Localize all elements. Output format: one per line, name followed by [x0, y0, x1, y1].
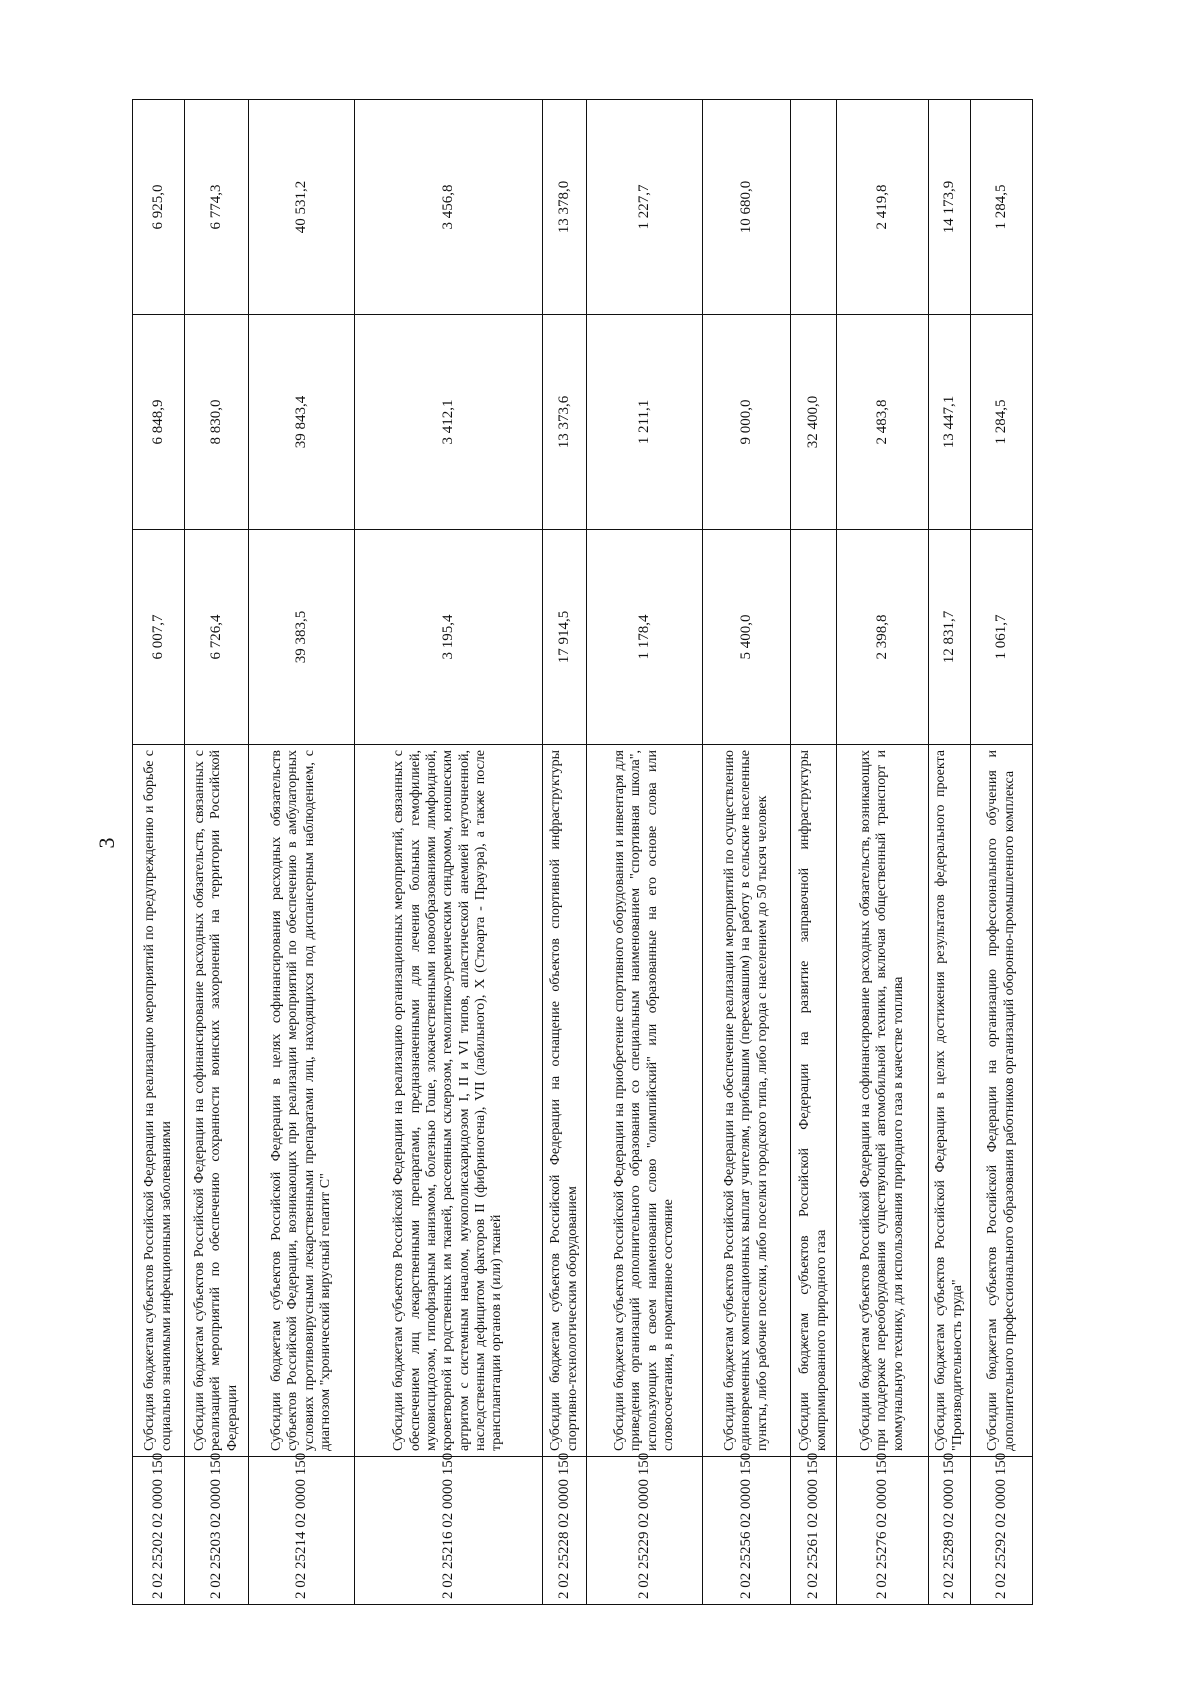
- value-cell: 8 830,0: [185, 315, 249, 530]
- description-cell: Субсидии бюджетам субъектов Российской Федерации на развитие заправочной инфраструктуры компримированного природного газа: [791, 745, 837, 1457]
- description-cell: Субсидии бюджетам субъектов Российской Федерации на приобретение спортивного оборудования и инвентаря для приведения организаций дополнительного образования со специальным наименованием "спортивная школа", использующих в своем наименовании слово "олимпийский" или образованные на его основе слова или словосочетания, в нормативное состояние: [587, 745, 703, 1457]
- budget-code-cell: 2 02 25202 02 0000 150: [133, 1457, 185, 1605]
- value-cell: 6 726,4: [185, 530, 249, 745]
- table-row: [249, 100, 355, 1605]
- description-cell: Субсидии бюджетам субъектов Российской Федерации на обеспечение реализации мероприятий по осуществлению единовременных компенсационных выплат учителям, прибывшим (переехавшим) на работу в сельские населенные пункты, либо рабочие поселки, либо поселки городского типа, либо города с населением до 50 тысяч человек: [703, 745, 791, 1457]
- value-cell: 1 227,7: [587, 100, 703, 315]
- table-row: [587, 100, 703, 1605]
- budget-code-cell: 2 02 25276 02 0000 150: [837, 1457, 929, 1605]
- value-cell: 6 774,3: [185, 100, 249, 315]
- description-cell: Субсидии бюджетам субъектов Российской Федерации на оснащение объектов спортивной инфраструктуры спортивно-технологическим оборудованием: [543, 745, 587, 1457]
- table-row: [837, 100, 929, 1605]
- description-cell: Субсидии бюджетам субъектов Российской Федерации в целях софинансирования расходных обязательств субъектов Российской Федерации, возникающих при реализации мероприятий по обеспечению в амбулаторных условиях противовирусными лекарственными препаратами лиц, находящихся под диспансерным наблюдением, с диагнозом "хронический вирусный гепатит С": [249, 745, 355, 1457]
- value-cell: 1 284,5: [971, 315, 1033, 530]
- value-cell: 3 456,8: [355, 100, 543, 315]
- budget-code-cell: 2 02 25228 02 0000 150: [543, 1457, 587, 1605]
- value-cell: 40 531,2: [249, 100, 355, 315]
- table-row: [703, 100, 791, 1605]
- table-row: [133, 100, 185, 1605]
- value-cell: 6 925,0: [133, 100, 185, 315]
- budget-code-cell: 2 02 25214 02 0000 150: [249, 1457, 355, 1605]
- value-cell: 1 284,5: [971, 100, 1033, 315]
- value-cell: 2 398,8: [837, 530, 929, 745]
- value-cell: 39 383,5: [249, 530, 355, 745]
- value-cell: 6 848,9: [133, 315, 185, 530]
- budget-code-cell: 2 02 25289 02 0000 150: [929, 1457, 971, 1605]
- value-cell: 2 483,8: [837, 315, 929, 530]
- value-cell: 1 178,4: [587, 530, 703, 745]
- table-row: [185, 100, 249, 1605]
- value-cell: 32 400,0: [791, 315, 837, 530]
- description-cell: Субсидии бюджетам субъектов Российской Федерации в целях достижения результатов федерального проекта "Производительность труда": [929, 745, 971, 1457]
- value-cell: 3 195,4: [355, 530, 543, 745]
- budget-code-cell: 2 02 25216 02 0000 150: [355, 1457, 543, 1605]
- value-cell: 9 000,0: [703, 315, 791, 530]
- budget-code-cell: 2 02 25229 02 0000 150: [587, 1457, 703, 1605]
- table-row: [355, 100, 543, 1605]
- budget-code-cell: 2 02 25256 02 0000 150: [703, 1457, 791, 1605]
- value-cell: 5 400,0: [703, 530, 791, 745]
- value-cell: 1 211,1: [587, 315, 703, 530]
- description-cell: Субсидии бюджетам субъектов Российской Федерации на реализацию организационных мероприятий, связанных с обеспечением лиц лекарственными препаратами, предназначенными для лечения больных гемофилией, муковисцидозом, гипофизарным нанизмом, болезнью Гоше, злокачественными новообразованиями лимфоидной, кроветворной и родственных им тканей, рассеянным склерозом, гемолитико-уремическим синдромом, юношеским артритом с системным началом, мукополисахаридозом I, II и VI типов, апластической анемией неуточненной, наследственным дефицитом факторов II (фибриногена), VII (лабильного), X (Стюарта - Прауэра), а также после трансплантации органов и (или) тканей: [355, 745, 543, 1457]
- value-cell: 17 914,5: [543, 530, 587, 745]
- budget-code-cell: 2 02 25261 02 0000 150: [791, 1457, 837, 1605]
- value-cell: [791, 530, 837, 745]
- value-cell: 3 412,1: [355, 315, 543, 530]
- budget-code-cell: 2 02 25203 02 0000 150: [185, 1457, 249, 1605]
- value-cell: 14 173,9: [929, 100, 971, 315]
- table-row: [791, 100, 837, 1605]
- page-number: 3: [94, 837, 119, 849]
- value-cell: 39 843,4: [249, 315, 355, 530]
- description-cell: Субсидия бюджетам субъектов Российской Федерации на реализацию мероприятий по предупреждению и борьбе с социально значимыми инфекционными заболеваниями: [133, 745, 185, 1457]
- description-cell: Субсидии бюджетам субъектов Российской Федерации на софинансирование расходных обязательств, связанных с реализацией мероприятий по обеспечению сохранности воинских захоронений на территории Российской Федерации: [185, 745, 249, 1457]
- value-cell: 10 680,0: [703, 100, 791, 315]
- rotated-table-wrapper: [132, 100, 1032, 1605]
- value-cell: 13 373,6: [543, 315, 587, 530]
- table-row: [543, 100, 587, 1605]
- value-cell: 1 061,7: [971, 530, 1033, 745]
- table-row: [971, 100, 1033, 1605]
- value-cell: 13 378,0: [543, 100, 587, 315]
- value-cell: 2 419,8: [837, 100, 929, 315]
- value-cell: 12 831,7: [929, 530, 971, 745]
- budget-code-cell: 2 02 25292 02 0000 150: [971, 1457, 1033, 1605]
- budget-subsidies-table: [132, 99, 1033, 1605]
- description-cell: Субсидии бюджетам субъектов Российской Федерации на организацию профессионального обучения и дополнительного профессионального образования работников организаций оборонно-промышленного комплекса: [971, 745, 1033, 1457]
- value-cell: 13 447,1: [929, 315, 971, 530]
- value-cell: 6 007,7: [133, 530, 185, 745]
- table-row: [929, 100, 971, 1605]
- description-cell: Субсидии бюджетам субъектов Российской Федерации на софинансирование расходных обязательств, возникающих при поддержке переоборудования существующей автомобильной техники, включая общественный транспорт и коммунальную технику, для использования природного газа в качестве топлива: [837, 745, 929, 1457]
- value-cell: [791, 100, 837, 315]
